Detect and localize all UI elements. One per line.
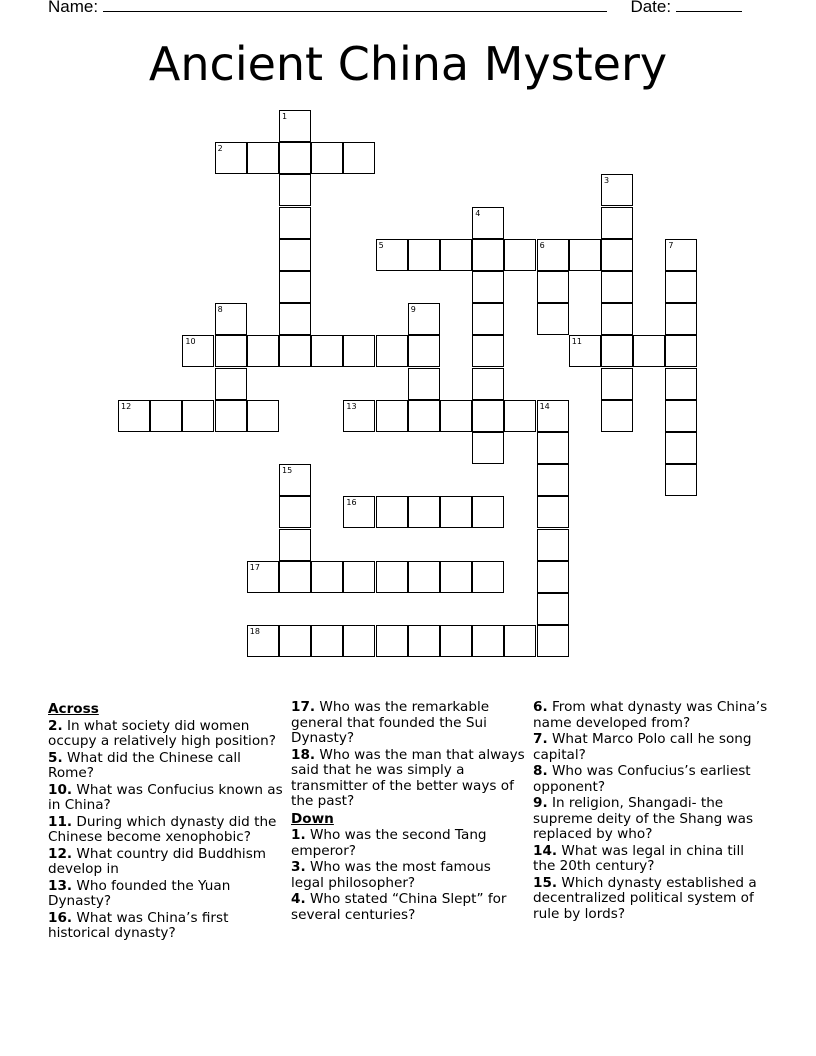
clue-number: 6 [539,240,545,250]
clue-number: 1 [282,112,288,121]
clues-column-1 [48,700,286,943]
grid-cell[interactable] [601,207,633,239]
grid-cell[interactable] [376,400,408,432]
grid-cell[interactable] [472,400,504,432]
grid-cell[interactable] [311,335,343,367]
grid-cell[interactable] [247,142,279,174]
grid-cell[interactable] [472,368,504,400]
grid-cell[interactable] [408,496,440,528]
clue-number: 15 [282,466,293,476]
clue-number: 10 [185,337,196,347]
grid-cell[interactable] [408,561,440,593]
grid-cell[interactable] [376,496,408,528]
grid-cell[interactable] [472,335,504,367]
grid-cell[interactable] [472,561,504,593]
grid-cell[interactable] [440,400,472,432]
grid-cell[interactable] [472,303,504,335]
grid-cell[interactable] [279,174,311,206]
grid-cell[interactable] [440,625,472,657]
name-label: Name: [48,0,99,16]
clue-across-2: 2. In what society did women occupy a relatively high position? [48,717,276,749]
grid-cell[interactable] [343,400,375,432]
grid-cell[interactable] [569,239,601,271]
grid-cell[interactable] [537,432,569,464]
grid-cell[interactable] [215,400,247,432]
clue-down-1: 1. Who was the second Tang emperor? [291,827,487,859]
clue-number: 8 [217,305,223,315]
grid-cell[interactable] [408,625,440,657]
grid-cell[interactable] [247,561,279,593]
grid-cell[interactable] [472,625,504,657]
clue-number: 12 [121,401,132,411]
clue-number: 3 [604,176,610,186]
grid-cell[interactable] [343,496,375,528]
grid-cell[interactable] [215,303,247,335]
grid-cell[interactable] [279,207,311,239]
grid-cell[interactable] [537,271,569,303]
grid-cell[interactable] [279,239,311,271]
grid-cell[interactable] [408,239,440,271]
grid-cell[interactable] [472,239,504,271]
clue-down-4: 4. Who stated “China Slept” for several centuries? [291,891,507,923]
grid-cell[interactable] [279,464,311,496]
grid-cell[interactable] [376,625,408,657]
grid-cell[interactable] [665,464,697,496]
grid-cell[interactable] [376,239,408,271]
grid-cell[interactable] [440,496,472,528]
grid-cell[interactable] [247,625,279,657]
grid-cell[interactable] [343,142,375,174]
grid-cell[interactable] [601,174,633,206]
clue-number: 17 [249,562,260,572]
grid-cell[interactable] [537,561,569,593]
grid-cell[interactable] [279,529,311,561]
clue-number: 14 [539,401,550,411]
clue-across-16: 16. What was China’s first historical dynasty? [48,909,229,941]
grid-cell[interactable] [376,561,408,593]
clue-down-14: 14. What was legal in china till the 20th century? [533,842,745,874]
grid-cell[interactable] [279,303,311,335]
clue-down-3: 3. Who was the most famous legal philosopher? [291,859,491,891]
clue-down-6: 6. From what dynasty was China’s name developed from? [533,699,768,731]
grid-cell[interactable] [601,239,633,271]
clue-down-15: 15. Which dynasty established a decentralized political system of rule by lords? [533,874,757,922]
grid-cell[interactable] [376,335,408,367]
grid-cell[interactable] [537,529,569,561]
grid-cell[interactable] [537,496,569,528]
grid-cell[interactable] [279,561,311,593]
grid-cell[interactable] [472,496,504,528]
grid-cell[interactable] [343,335,375,367]
grid-cell[interactable] [504,400,536,432]
grid-cell[interactable] [279,625,311,657]
date-label: Date: [630,0,672,16]
grid-cell[interactable] [665,271,697,303]
puzzle-title: Ancient China Mystery [148,37,668,91]
grid-cell[interactable] [408,368,440,400]
grid-cell[interactable] [408,335,440,367]
clue-across-12: 12. What country did Buddhism develop in [48,845,267,877]
grid-cell[interactable] [215,368,247,400]
clue-number: 18 [249,627,260,637]
grid-cell[interactable] [569,335,601,367]
grid-cell[interactable] [408,400,440,432]
grid-cell[interactable] [665,432,697,464]
grid-cell[interactable] [472,432,504,464]
grid-cell[interactable] [601,335,633,367]
grid-cell[interactable] [472,271,504,303]
clue-number: 7 [668,240,674,250]
across-heading: Across [48,701,99,717]
clues-column-3 [533,700,769,923]
grid-cell[interactable] [665,303,697,335]
grid-cell[interactable] [665,239,697,271]
grid-cell[interactable] [537,464,569,496]
clue-number: 4 [475,208,481,218]
grid-cell[interactable] [537,625,569,657]
clue-across-17: 17. Who was the remarkable general that founded the Sui Dynasty? [291,699,490,746]
clue-number: 13 [346,401,357,411]
grid-cell[interactable] [537,239,569,271]
grid-cell[interactable] [601,271,633,303]
grid-cell[interactable] [311,561,343,593]
clue-number: 11 [571,337,582,347]
grid-cell[interactable] [279,271,311,303]
grid-cell[interactable] [472,207,504,239]
grid-cell[interactable] [279,496,311,528]
grid-cell[interactable] [504,625,536,657]
grid-cell[interactable] [601,303,633,335]
grid-cell[interactable] [247,400,279,432]
clue-across-18: 18. Who was the man that always said that he was simply a transmitter of the better ways of the past? [291,746,525,809]
grid-cell[interactable] [343,561,375,593]
clue-number: 2 [217,144,223,154]
clue-down-7: 7. What Marco Polo call he song capital? [533,731,752,763]
grid-cell[interactable] [311,625,343,657]
grid-cell[interactable] [150,400,182,432]
clues-column-2 [291,700,527,924]
grid-cell[interactable] [279,110,311,142]
grid-cell[interactable] [601,400,633,432]
grid-cell[interactable] [504,239,536,271]
clue-across-5: 5. What did the Chinese call Rome? [48,749,241,781]
grid-cell[interactable] [343,625,375,657]
clue-across-10: 10. What was Confucius known as in China? [48,781,283,813]
clue-across-13: 13. Who founded the Yuan Dynasty? [48,877,231,909]
down-heading: Down [291,810,334,827]
grid-cell[interactable] [633,335,665,367]
grid-cell[interactable] [537,303,569,335]
clue-across-11: 11. During which dynasty did the Chinese become xenophobic? [48,813,277,845]
grid-cell[interactable] [601,368,633,400]
grid-cell[interactable] [537,400,569,432]
grid-cell[interactable] [665,335,697,367]
grid-cell[interactable] [215,142,247,174]
grid-cell[interactable] [182,335,214,367]
grid-cell[interactable] [247,335,279,367]
grid-cell[interactable] [118,400,150,432]
grid-cell[interactable] [279,335,311,367]
grid-cell[interactable] [440,239,472,271]
grid-cell[interactable] [279,142,311,174]
grid-cell[interactable] [311,142,343,174]
clue-down-8: 8. Who was Confucius’s earliest opponent? [533,763,751,795]
grid-cell[interactable] [665,368,697,400]
clue-number: 5 [378,240,384,250]
clue-number: 16 [346,498,357,508]
clue-number: 9 [410,305,416,315]
grid-cell[interactable] [440,561,472,593]
grid-cell[interactable] [215,335,247,367]
clue-down-9: 9. In religion, Shangadi- the supreme deity of the Shang was replaced by who? [533,795,754,842]
grid-cell[interactable] [182,400,214,432]
grid-cell[interactable] [537,593,569,625]
grid-cell[interactable] [408,303,440,335]
grid-cell[interactable] [665,400,697,432]
